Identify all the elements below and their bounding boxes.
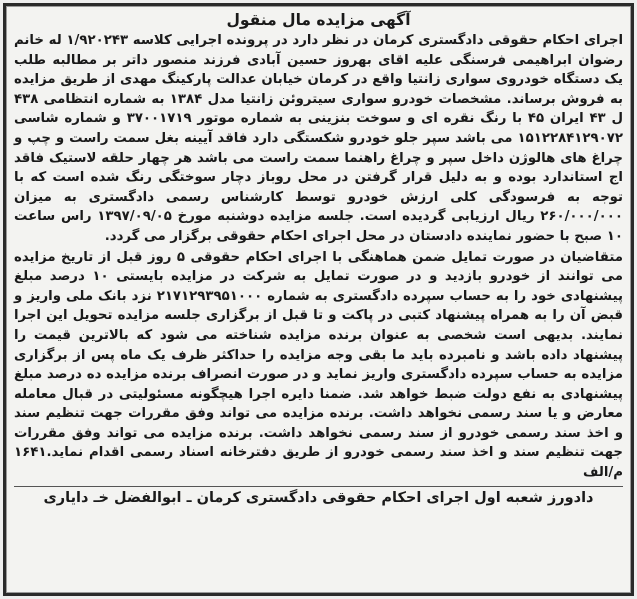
notice-title: آگهی مزایده مال منقول	[226, 11, 411, 29]
notice-paragraph-2: متقاضیان در صورت تمایل ضمن هماهنگی با اجرای احکام حقوقی ۵ روز قبل از تاریخ مزایده می توانند از خودرو بازدید و در صورت تمایل به شرکت در مزایده بایستی ۱۰ درصد مبلغ پیشنهادی خود را به حساب سپرده دادگستری به شماره ۲۱۷۱۲۹۳۹۵۱۰۰۰ نزد بانک ملی واریز و قبض آن را به همراه پیشنهاد کتبی در پاکت و تا قبل از برگزاری جلسه مزایده تحویل این اجرا نمایند. بدیهی است شخصی به عنوان برنده مزایده شناخته می شود که بالاترین قیمت را پیشنهاد داده باشد و نامبرده باید ما بقی وجه مزایده را حداکثر ظرف یک ماه پس از برگزاری مزایده به حساب سپرده دادگستری واریز نماید و در صورت انصراف برنده مزایده ده درصد مبلغ پیشنهادی به نفع دولت ضبط خواهد شد. ضمنا دایره اجرا هیچگونه مسئولیتی در قبال معامله معارض و یا سند رسمی نخواهد داشت. برنده مزایده می تواند وفق مقررات جهت تنظیم سند و اخذ سند رسمی خودرو از سند رسمی نخواهد داشت. برنده مزایده می تواند وفق مقررات جهت تنظیم سند و اخذ سند رسمی خودرو از طریق دفترخانه اسناد رسمی اقدام نماید.۱۶۴۱ م/الف	[14, 249, 624, 481]
auction-notice	[3, 3, 634, 596]
notice-paragraph-1: اجرای احکام حقوقی دادگستری کرمان در نظر دارد در پرونده اجرایی کلاسه ۱/۹۲۰۲۴۳ له خانم رضوان ابراهیمی فرسنگی علیه اقای بهروز حسین آبادی فرزند منصور داتر بر مطالبه طلب یک دستگاه خودروی سواری زانتیا واقع در کرمان خیابان عدالت پارکینگ مهدی از طریق مزایده به فروش برساند. مشخصات خودرو سواری سیتروئن زانتیا مدل ۱۳۸۴ به شماره انتظامی ۴۳۸ ل ۴۳ ایران ۴۵ با رنگ نقره ای و سوخت بنزینی به شماره موتور ۳۷۰۰۱۷۱۹ و شماره شاسی ۱۵۱۲۲۸۴۱۲۹۰۷۲ می باشد سپر جلو خودرو شکستگی دارد فاقد آیینه بغل سمت راست و چپ و چراغ های هالوژن داخل سپر و چراغ راهنما سمت راست می باشد هر چهار حلقه لاستیک فاقد اج استاندارد بوده و به دلیل قرار گرفتن در محل روباز دچار سوختگی رنگ شده است که با توجه به فرسودگی کلی ارزش خودرو توسط کارشناس رسمی دادگستری به میزان ۲۶۰/۰۰۰/۰۰۰ ریال ارزیابی گردیده است. جلسه مزایده دوشنبه مورخ ۱۳۹۷/۰۹/۰۵ راس ساعت ۱۰ صبح با حضور نماینده دادستان در محل اجرای احکام حقوقی برگزار می گردد.	[14, 33, 624, 244]
notice-signature: دادورز شعبه اول اجرای احکام حقوقی دادگستری کرمان ـ ابوالفضل خـ دایاری	[14, 486, 623, 508]
